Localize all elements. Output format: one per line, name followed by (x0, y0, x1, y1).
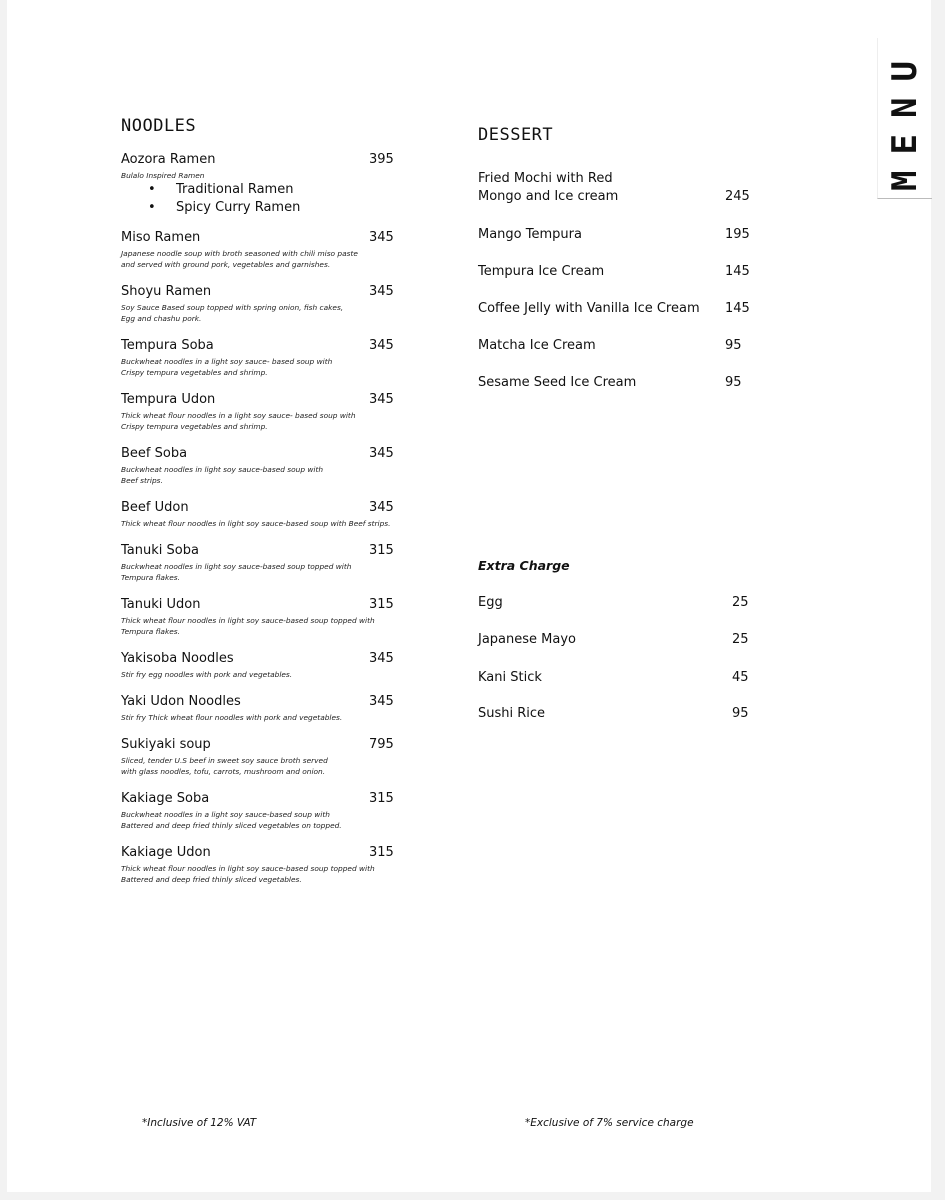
item-price: 345 (369, 694, 394, 709)
item-price: 145 (725, 264, 750, 279)
item-name: Aozora Ramen (121, 152, 216, 167)
menu-side-label: MENU (885, 45, 925, 191)
item-name: Beef Udon (121, 500, 189, 515)
item-name-line-1: Fried Mochi with Red (478, 171, 613, 186)
item-name: Shoyu Ramen (121, 284, 212, 299)
item-name: Kakiage Soba (121, 791, 210, 806)
dessert-section-title: DESSERT (478, 125, 554, 145)
item-description: Sliced, tender U.S beef in sweet soy sauce broth served with glass noodles, tofu, carrots, mushroom and onion. (121, 756, 328, 776)
item-description: Buckwheat noodles in a light soy sauce-based soup with Battered and deep fried thinly sliced vegetables on topped. (121, 810, 342, 830)
item-description: Thick wheat flour noodles in light soy sauce-based soup topped with Tempura flakes. (121, 616, 375, 636)
item-price: 345 (369, 446, 394, 461)
item-price: 95 (725, 338, 742, 353)
item-name: Tanuki Soba (121, 543, 199, 558)
item-description: Buckwheat noodles in light soy sauce-based soup topped with Tempura flakes. (121, 562, 352, 582)
item-description: Thick wheat flour noodles in light soy sauce-based soup topped with Battered and deep fried thinly sliced vegetables. (121, 864, 375, 884)
item-price: 345 (369, 392, 394, 407)
item-description: Stir fry Thick wheat flour noodles with pork and vegetables. (121, 713, 343, 722)
menu-side-tab (877, 38, 932, 199)
item-name: Mango Tempura (478, 227, 582, 242)
item-name: Tempura Ice Cream (478, 264, 605, 279)
item-price: 345 (369, 338, 394, 353)
item-price: 315 (369, 845, 394, 860)
item-price: 95 (725, 375, 742, 390)
item-name: Miso Ramen (121, 230, 201, 245)
item-price: 145 (725, 301, 750, 316)
item-name: Tempura Soba (121, 338, 214, 353)
item-name: Yakisoba Noodles (121, 651, 234, 666)
item-description: Bulalo Inspired Ramen (121, 171, 205, 180)
item-price: 245 (725, 189, 750, 204)
item-name: Sesame Seed Ice Cream (478, 375, 637, 390)
item-description: Japanese noodle soup with broth seasoned with chili miso paste and served with ground pork, vegetables and garnishes. (121, 249, 358, 269)
ramen-option-traditional: • Traditional Ramen (176, 182, 293, 197)
item-price: 395 (369, 152, 394, 167)
item-price: 315 (369, 597, 394, 612)
item-price: 315 (369, 791, 394, 806)
ramen-option-spicy-curry: • Spicy Curry Ramen (176, 200, 300, 215)
item-price: 345 (369, 500, 394, 515)
noodles-section-title: NOODLES (121, 116, 197, 136)
item-name: Sukiyaki soup (121, 737, 211, 752)
item-price: 95 (732, 706, 749, 721)
item-name: Egg (478, 595, 503, 610)
item-price: 195 (725, 227, 750, 242)
item-name: Tempura Udon (121, 392, 216, 407)
item-name: Sushi Rice (478, 706, 546, 721)
item-price: 345 (369, 651, 394, 666)
item-price: 45 (732, 670, 749, 685)
extra-charge-title: Extra Charge (478, 558, 570, 573)
item-name: Coffee Jelly with Vanilla Ice Cream (478, 301, 700, 316)
item-name: Beef Soba (121, 446, 188, 461)
item-price: 795 (369, 737, 394, 752)
item-price: 345 (369, 230, 394, 245)
item-description: Buckwheat noodles in a light soy sauce- based soup with Crispy tempura vegetables and shrimp. (121, 357, 333, 377)
item-price: 345 (369, 284, 394, 299)
item-description: Buckwheat noodles in light soy sauce-based soup with Beef strips. (121, 465, 324, 485)
item-description: Thick wheat flour noodles in light soy sauce-based soup with Beef strips. (121, 519, 391, 528)
item-name: Kani Stick (478, 670, 542, 685)
page-edge-bottom (0, 1192, 945, 1200)
item-description: Thick wheat flour noodles in a light soy sauce- based soup with Crispy tempura vegetables and shrimp. (121, 411, 356, 431)
vat-footnote: *Inclusive of 12% VAT (142, 1117, 257, 1129)
item-name-line-2: Mongo and Ice cream (478, 189, 619, 204)
item-name: Kakiage Udon (121, 845, 211, 860)
item-name: Matcha Ice Cream (478, 338, 596, 353)
page-edge-left (0, 0, 7, 1200)
item-description: Soy Sauce Based soup topped with spring onion, fish cakes, Egg and chashu pork. (121, 303, 344, 323)
item-name: Yaki Udon Noodles (121, 694, 241, 709)
service-charge-footnote: *Exclusive of 7% service charge (525, 1117, 694, 1129)
page-edge-right (931, 0, 945, 1200)
item-description: Stir fry egg noodles with pork and vegetables. (121, 670, 293, 679)
item-price: 25 (732, 595, 749, 610)
item-price: 315 (369, 543, 394, 558)
item-name: Japanese Mayo (478, 632, 576, 647)
item-price: 25 (732, 632, 749, 647)
item-name: Tanuki Udon (121, 597, 201, 612)
